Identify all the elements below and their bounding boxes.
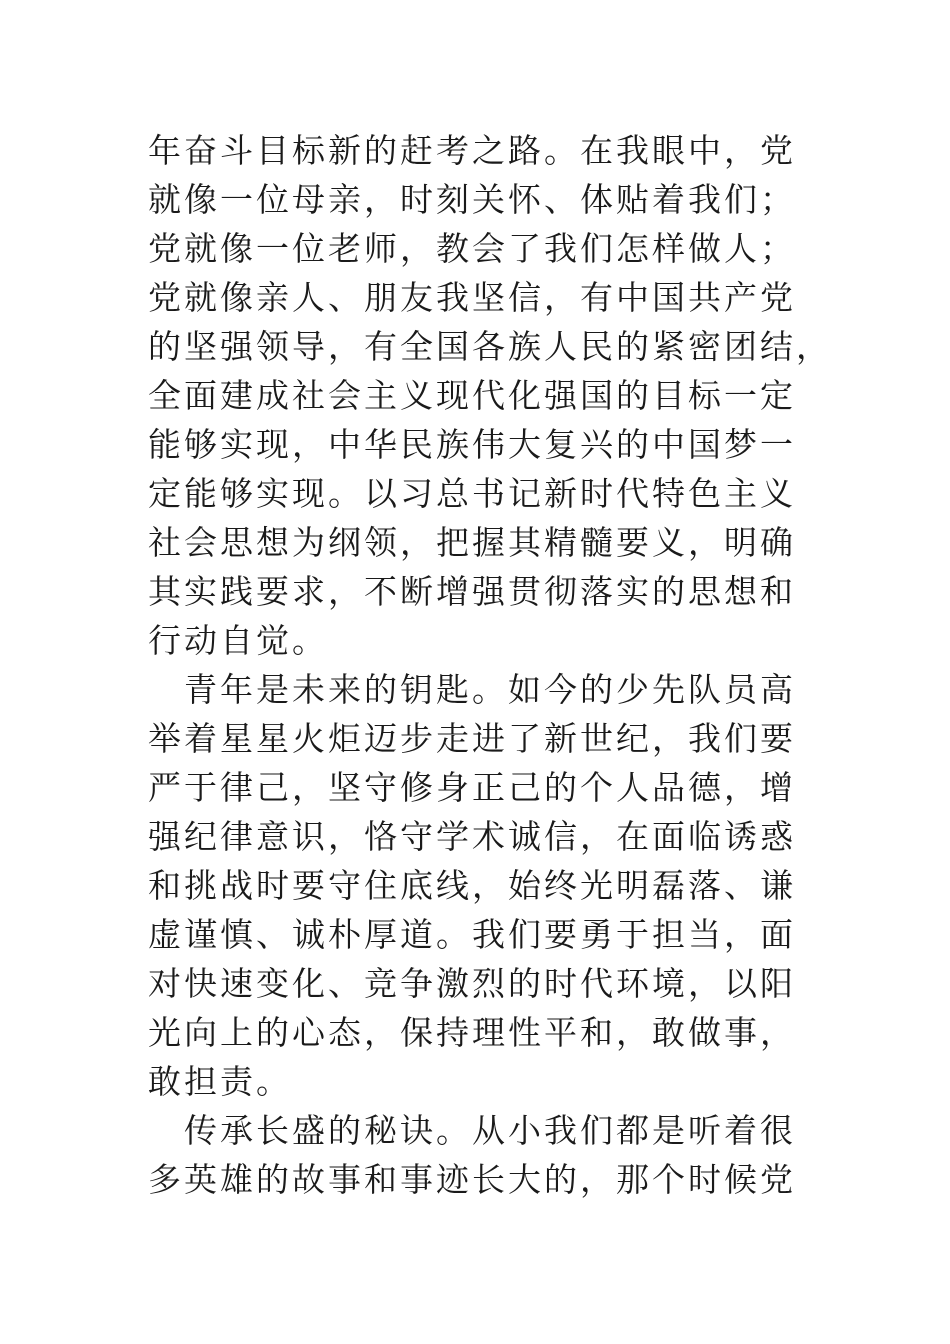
text-line: 强纪律意识，恪守学术诚信，在面临诱惑 — [148, 817, 796, 856]
text-line: 行动自觉。 — [148, 621, 328, 660]
paragraph-first-line: 青年是未来的钥匙。如今的少先队员高 — [184, 670, 796, 709]
text-line: 能够实现，中华民族伟大复兴的中国梦一 — [148, 425, 796, 464]
text-line: 光向上的心态，保持理性平和，敢做事， — [148, 1013, 796, 1052]
text-line: 的坚强领导，有全国各族人民的紧密团结， — [148, 327, 832, 366]
document-body — [148, 126, 832, 1204]
text-line: 对快速变化、竞争激烈的时代环境，以阳 — [148, 964, 796, 1003]
text-line: 全面建成社会主义现代化强国的目标一定 — [148, 376, 796, 415]
text-line: 党就像一位老师，教会了我们怎样做人； — [148, 229, 796, 268]
text-line: 其实践要求，不断增强贯彻落实的思想和 — [148, 572, 796, 611]
text-line: 党就像亲人、朋友我坚信，有中国共产党 — [148, 278, 796, 317]
text-line: 年奋斗目标新的赶考之路。在我眼中，党 — [148, 131, 796, 170]
text-line: 严于律己，坚守修身正己的个人品德，增 — [148, 768, 796, 807]
text-line: 虚谨慎、诚朴厚道。我们要勇于担当，面 — [148, 915, 796, 954]
text-line: 和挑战时要守住底线，始终光明磊落、谦 — [148, 866, 796, 905]
text-line: 定能够实现。以习总书记新时代特色主义 — [148, 474, 796, 513]
text-line: 敢担责。 — [148, 1062, 292, 1101]
text-line: 就像一位母亲，时刻关怀、体贴着我们； — [148, 180, 796, 219]
text-line: 举着星星火炬迈步走进了新世纪，我们要 — [148, 719, 796, 758]
text-line: 社会思想为纲领，把握其精髓要义，明确 — [148, 523, 796, 562]
paragraph-first-line: 传承长盛的秘诀。从小我们都是听着很 — [184, 1111, 796, 1150]
text-line: 多英雄的故事和事迹长大的，那个时候党 — [148, 1160, 796, 1199]
